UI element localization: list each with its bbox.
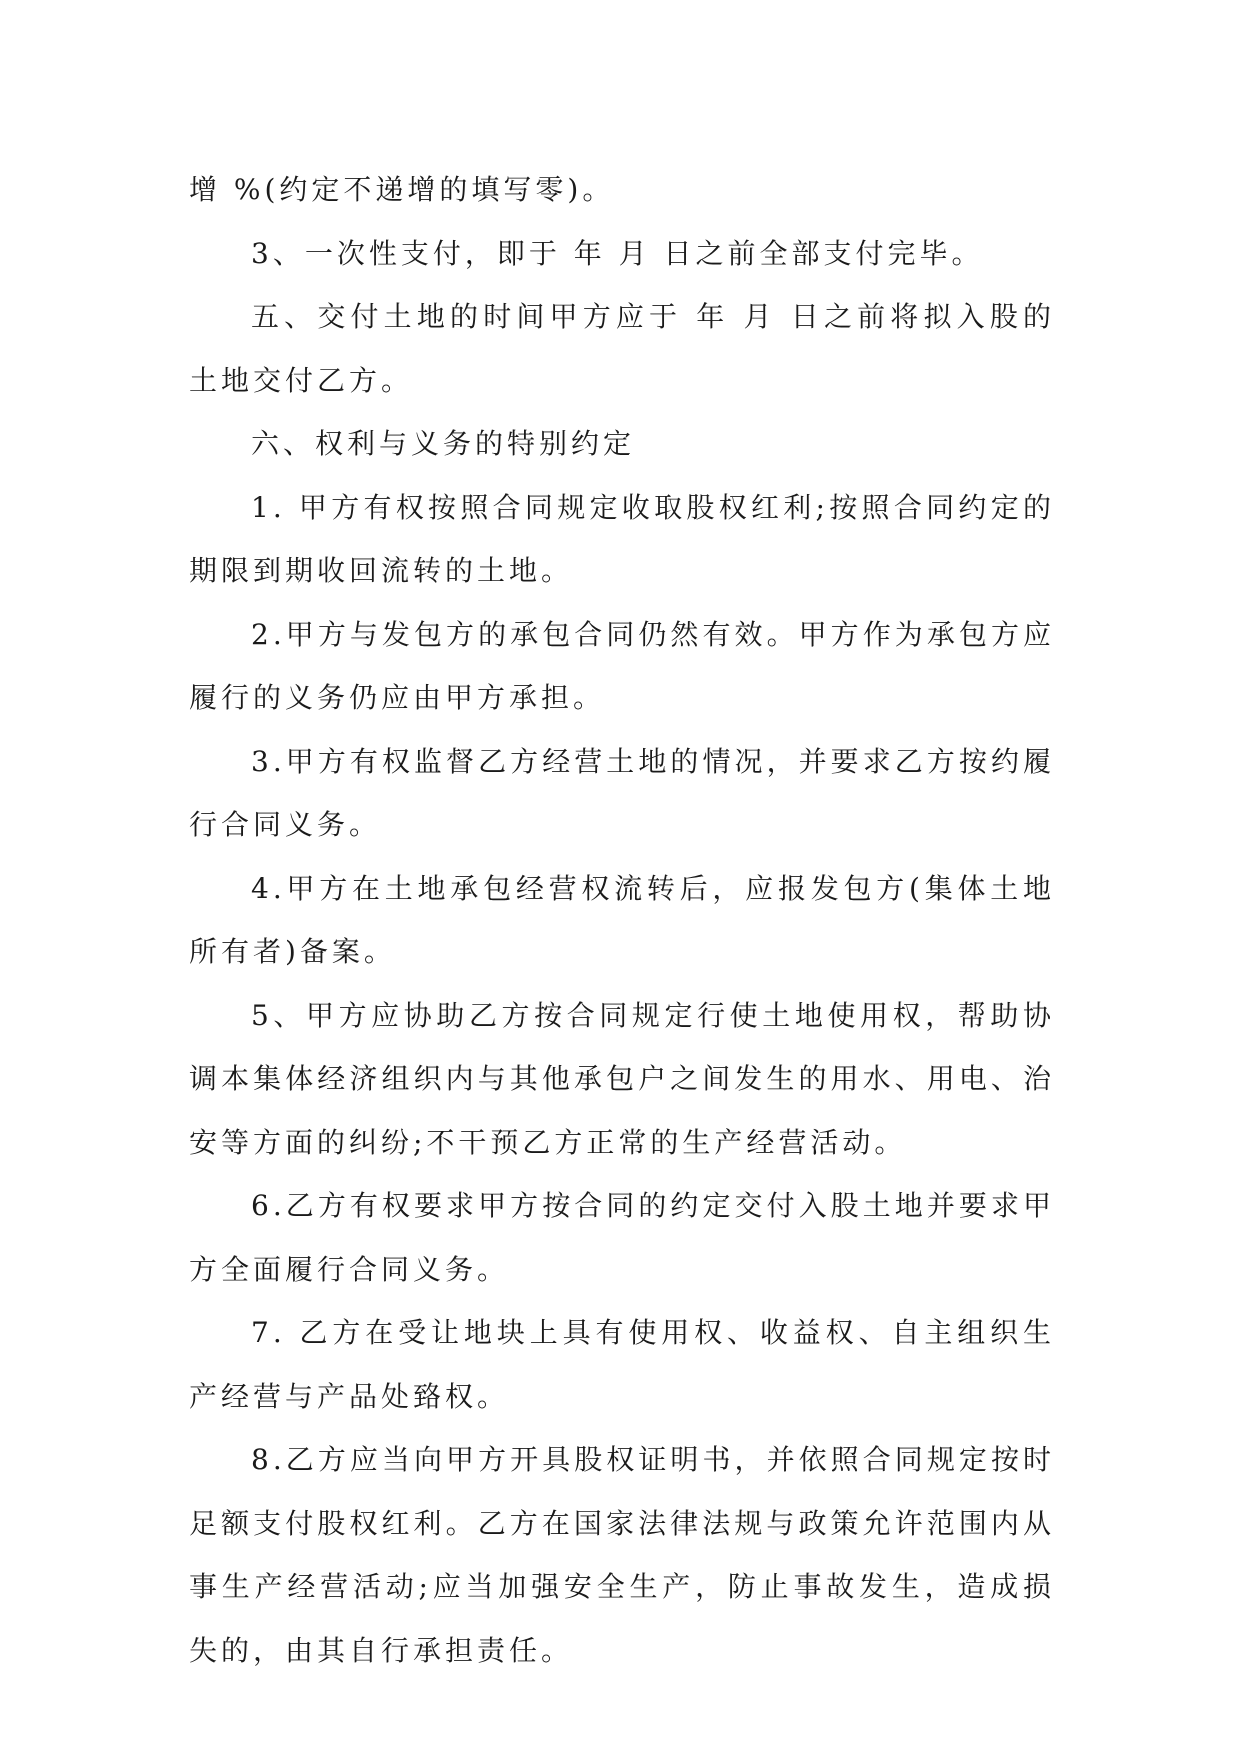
paragraph-land-delivery-time: 五、交付土地的时间甲方应于 年 月 日之前将拟入股的土地交付乙方。 bbox=[189, 300, 1055, 397]
document-body bbox=[189, 158, 1055, 1682]
paragraph-lump-sum-payment: 3、一次性支付，即于 年 月 日之前全部支付完毕。 bbox=[251, 236, 984, 270]
clause-8: 8.乙方应当向甲方开具股权证明书，并依照合同规定按时足额支付股权红利。乙方在国家法律法规与政策允许范围内从事生产经营活动;应当加强安全生产，防止事故发生，造成损失的，由其自行承担责任。 bbox=[189, 1443, 1055, 1667]
clause-3: 3.甲方有权监督乙方经营土地的情况，并要求乙方按约履行合同义务。 bbox=[189, 744, 1055, 841]
paragraph-increase-rate: 增 %(约定不递增的填写零)。 bbox=[189, 173, 615, 206]
clause-2: 2.甲方与发包方的承包合同仍然有效。甲方作为承包方应履行的义务仍应由甲方承担。 bbox=[189, 617, 1055, 714]
clause-6: 6.乙方有权要求甲方按合同的约定交付入股土地并要求甲方全面履行合同义务。 bbox=[189, 1189, 1055, 1286]
clause-4: 4.甲方在土地承包经营权流转后，应报发包方(集体土地所有者)备案。 bbox=[189, 871, 1055, 968]
clause-5: 5、甲方应协助乙方按合同规定行使土地使用权，帮助协调本集体经济组织内与其他承包户之间发生的用水、用电、治安等方面的纠纷;不干预乙方正常的生产经营活动。 bbox=[189, 998, 1055, 1159]
clause-7: 7. 乙方在受让地块上具有使用权、收益权、自主组织生产经营与产品处臵权。 bbox=[189, 1316, 1055, 1413]
section-heading-rights-obligations: 六、权利与义务的特别约定 bbox=[251, 427, 636, 460]
clause-1: 1. 甲方有权按照合同规定收取股权红利;按照合同约定的期限到期收回流转的土地。 bbox=[189, 490, 1055, 587]
